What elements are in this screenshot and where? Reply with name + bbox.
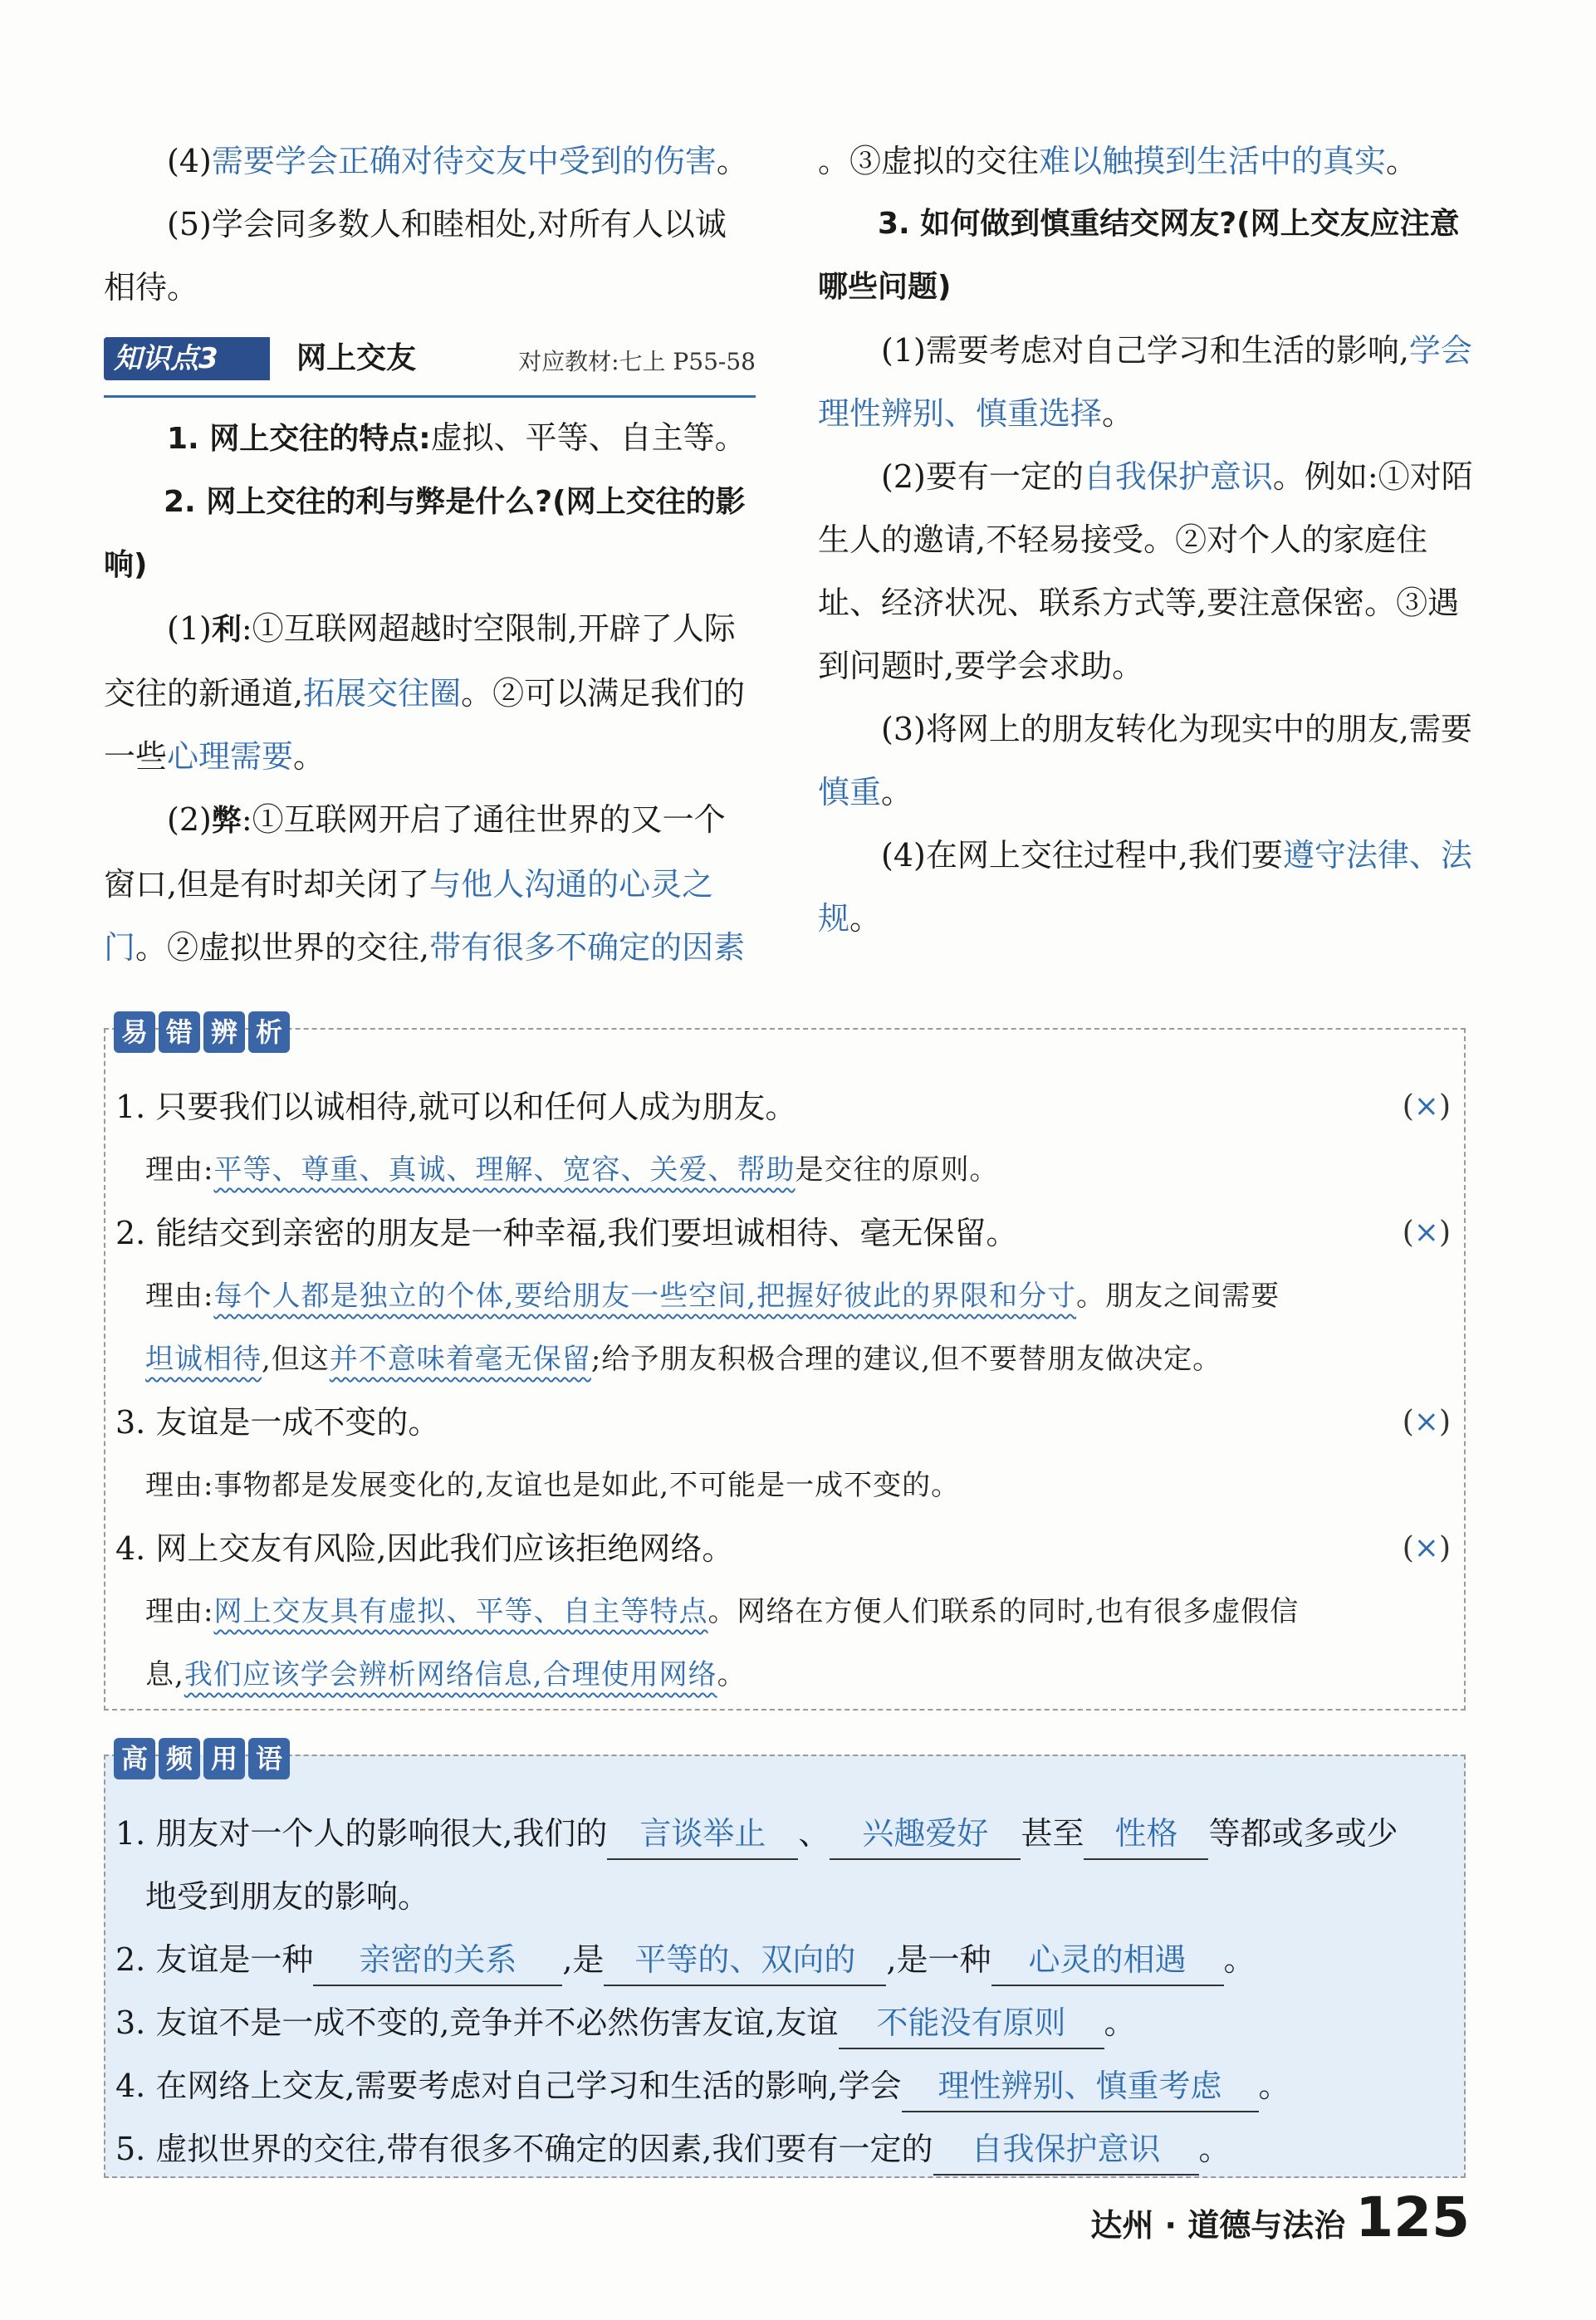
page-footer: [1090, 2185, 1470, 2252]
text: (4)在网上交往过程中,我们要: [881, 837, 1283, 874]
text: 。: [293, 738, 326, 775]
knowledge-point-tag: 知识点3: [104, 337, 270, 380]
question-1: [104, 406, 756, 471]
question-3-heading: 3. 如何做到慎重结交网友?(网上交友应注意哪些问题): [818, 207, 1460, 304]
tag-char: 高: [114, 1738, 155, 1779]
highlight-text: 带有很多不确定的因素: [429, 929, 746, 966]
question-text: 2. 能结交到亲密的朋友是一种幸福,我们要坦诚相待、毫无保留。: [115, 1215, 1018, 1251]
item-4: [818, 824, 1474, 950]
text: ,但这: [262, 1343, 330, 1376]
reason: [110, 1138, 1459, 1202]
cons-paragraph: [104, 788, 756, 979]
paragraph-4: [104, 130, 756, 193]
tag-char: 易: [114, 1011, 155, 1053]
text: 。例如:①对陌生人的邀请,不轻易接受。②对个人的家庭住址、经济状况、联系方式等,要注意保密。③遇到问题时,要学会求助。: [818, 458, 1473, 684]
underlined-text: 网上交友具有虚拟、平等、自主等特点: [213, 1595, 708, 1628]
text: ;给予朋友积极合理的建议,但不要替朋友做决定。: [590, 1343, 1222, 1376]
underlined-text: 坦诚相待: [145, 1343, 262, 1376]
text: 虚拟、平等、自主等。: [430, 419, 747, 456]
answer-mark: (×): [1402, 1089, 1451, 1123]
phrase-1-continued: 地受到朋友的影响。: [145, 1878, 430, 1915]
book-title: 达州 · 道德与法治: [1090, 2207, 1346, 2244]
text: :①互联网超越时空限制,开辟了人际交往的新通道,: [104, 610, 736, 712]
phrase-5: [110, 2117, 1459, 2181]
text: 。: [1104, 2004, 1136, 2041]
text: 、: [798, 1815, 830, 1852]
blank-answer: 心灵的相遇: [991, 1935, 1224, 1986]
underlined-text: 并不意味着毫无保留: [329, 1343, 591, 1376]
highlight-text: 难以触摸到生活中的真实: [1039, 143, 1387, 179]
answer-mark: (×): [1402, 1531, 1451, 1565]
phrase-4: [110, 2054, 1459, 2117]
question-text: 3. 友谊是一成不变的。: [115, 1404, 440, 1441]
blank-answer: 理性辨别、慎重考虑: [902, 2061, 1259, 2112]
phrase-3: [110, 1991, 1459, 2054]
item-1: [818, 319, 1474, 445]
underlined-text: 我们应该学会辨析网络信息,合理使用网络: [184, 1658, 717, 1691]
text: (2): [167, 801, 212, 838]
text: 等都或多或少: [1208, 1815, 1398, 1852]
reason: [110, 1580, 1459, 1643]
error-analysis-box: [104, 1016, 1466, 1711]
high-frequency-phrases-box: [104, 1743, 1466, 2178]
underlined-text: 每个人都是独立的个体,要给朋友一些空间,把握好彼此的界限和分寸: [213, 1280, 1077, 1313]
text: 。②虚拟世界的交往,: [135, 929, 430, 966]
text: 2. 友谊是一种: [115, 1941, 314, 1978]
text: (1): [167, 610, 212, 647]
right-column: [818, 130, 1474, 950]
blank-answer: 性格: [1084, 1809, 1208, 1860]
text: 。②可以满足我们的一些: [104, 675, 746, 775]
underlined-text: 平等、尊重、真诚、理解、宽容、关爱、帮助: [213, 1153, 796, 1187]
left-column: [104, 130, 756, 979]
text: 甚至: [1021, 1815, 1084, 1852]
phrases-tag: [114, 1738, 290, 1779]
highlight-text: 与他人沟通的心灵之门: [104, 866, 714, 966]
text: (2)要有一定的: [881, 458, 1084, 495]
text: 。③虚拟的交往: [818, 143, 1040, 179]
text: (1)需要考虑对自己学习和生活的影响,: [881, 332, 1409, 369]
text: (3)将网上的朋友转化为现实中的朋友,需要: [881, 711, 1472, 747]
text: (4): [167, 143, 212, 179]
knowledge-point-header: [104, 330, 756, 398]
item-3: [818, 697, 1474, 824]
highlight-text: 慎重: [818, 774, 882, 810]
blank-answer: 平等的、双向的: [604, 1935, 886, 1986]
text: 。: [1198, 2131, 1231, 2167]
text: 。: [1223, 1941, 1256, 1978]
cross-mark: ×: [1413, 1216, 1439, 1250]
text: ,是一种: [886, 1941, 991, 1978]
tag-char: 析: [248, 1011, 290, 1053]
error-analysis-tag: [114, 1011, 290, 1053]
text: 。朋友之间需要: [1076, 1280, 1280, 1313]
paragraph-5: (5)学会同多数人和睦相处,对所有人以诚相待。: [104, 206, 727, 306]
text: 。: [1102, 395, 1134, 432]
tag-char: 用: [203, 1738, 245, 1779]
text: 4. 在网络上交友,需要考虑对自己学习和生活的影响,学会: [115, 2068, 902, 2104]
text: 3. 友谊不是一成不变的,竞争并不必然伤害友谊,友谊: [115, 2004, 839, 2041]
blank-answer: 亲密的关系: [313, 1935, 562, 1986]
reason: [110, 1265, 1459, 1328]
text: 。: [716, 143, 748, 179]
highlight-text: 心理需要: [167, 738, 294, 775]
continuation: [818, 130, 1474, 193]
text: 是交往的原则。: [795, 1153, 999, 1187]
text: 。: [1258, 2068, 1290, 2104]
text: 。: [881, 774, 913, 810]
text: 。: [1386, 143, 1418, 179]
question-heading: 1. 网上交往的特点:: [167, 422, 431, 456]
text: 。: [849, 900, 882, 937]
text: 5. 虚拟世界的交往,带有很多不确定的因素,我们要有一定的: [115, 2131, 933, 2167]
answer-mark: (×): [1402, 1405, 1451, 1439]
question-text: 1. 只要我们以诚相待,就可以和任何人成为朋友。: [115, 1089, 797, 1125]
reason: [110, 1454, 1459, 1517]
blank-answer: 不能没有原则: [839, 1998, 1104, 2049]
reason-continued: [110, 1328, 1459, 1391]
text: 。网络在方便人们联系的同时,也有很多虚假信: [707, 1595, 1300, 1628]
phrase-1: [110, 1802, 1459, 1865]
question-text: 4. 网上交友有风险,因此我们应该拒绝网络。: [115, 1530, 734, 1567]
reason-label: 理由:: [145, 1280, 214, 1313]
text: 事物都是发展变化的,友谊也是如此,不可能是一成不变的。: [213, 1469, 961, 1502]
reason-label: 理由:: [145, 1595, 214, 1628]
phrase-2: [110, 1928, 1459, 1991]
highlight-text: 遵守法律、法规: [818, 837, 1472, 937]
reason-continued: [110, 1643, 1459, 1706]
highlight-text: 自我保护意识: [1083, 458, 1273, 495]
text: 。: [717, 1658, 747, 1691]
text: :①互联网开启了通往世界的又一个窗口,但是有时却关闭了: [104, 801, 726, 903]
reason-label: 理由:: [145, 1469, 214, 1502]
highlight-text: 拓展交往圈: [303, 675, 462, 712]
answer-mark: (×): [1402, 1216, 1451, 1250]
label-con: 弊: [211, 804, 242, 838]
label-pro: 利: [211, 613, 242, 647]
textbook-reference: 对应教材:七上 P55-58: [518, 348, 756, 375]
highlight-text: 需要学会正确对待交友中受到的伤害: [211, 143, 717, 179]
blank-answer: 言谈举止: [607, 1809, 798, 1860]
error-question: [110, 1202, 1459, 1265]
tag-char: 语: [248, 1738, 290, 1779]
blank-answer: 自我保护意识: [933, 2124, 1199, 2176]
knowledge-point-title: 网上交友: [296, 341, 417, 375]
pros-paragraph: [104, 597, 756, 788]
tag-char: 频: [159, 1738, 200, 1779]
question-2-heading: 2. 网上交往的利与弊是什么?(网上交往的影响): [104, 485, 746, 582]
tag-char: 错: [159, 1011, 200, 1053]
cross-mark: ×: [1413, 1405, 1439, 1439]
error-question: [110, 1075, 1459, 1138]
blank-answer: 兴趣爱好: [830, 1809, 1021, 1860]
cross-mark: ×: [1413, 1089, 1439, 1123]
text: 1. 朋友对一个人的影响很大,我们的: [115, 1815, 608, 1852]
error-question: [110, 1517, 1459, 1580]
item-2: [818, 445, 1474, 697]
error-question: [110, 1391, 1459, 1454]
highlight-text: 学会理性辨别、慎重选择: [818, 332, 1472, 432]
cross-mark: ×: [1413, 1531, 1439, 1565]
reason-label: 理由:: [145, 1153, 214, 1187]
text: ,是: [562, 1941, 605, 1978]
page-number: 125: [1355, 2185, 1470, 2249]
tag-char: 辨: [203, 1011, 245, 1053]
text: 息,: [145, 1658, 184, 1691]
